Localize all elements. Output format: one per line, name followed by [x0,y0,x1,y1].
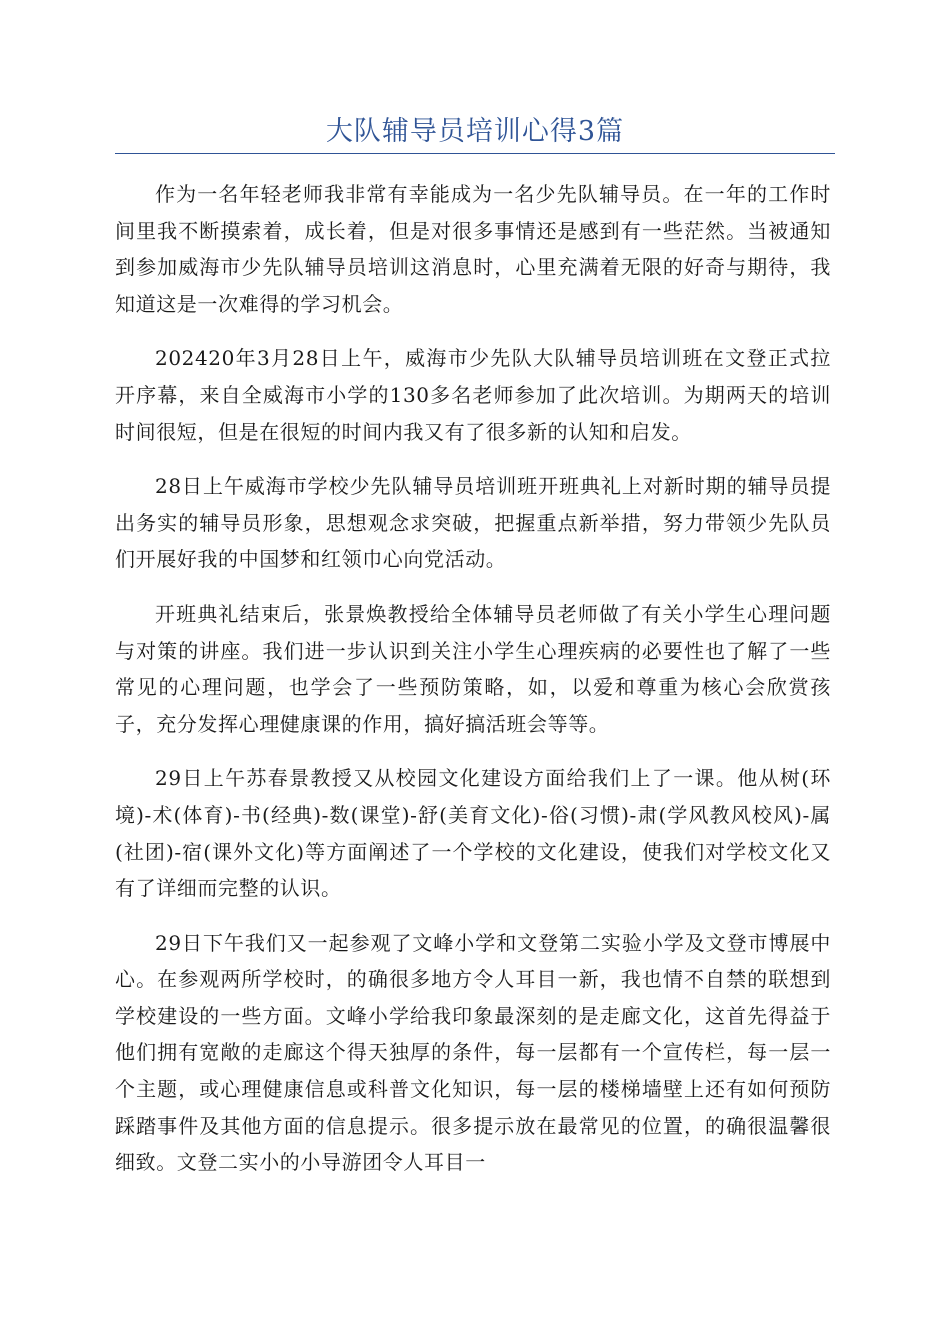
paragraph-1: 作为一名年轻老师我非常有幸能成为一名少先队辅导员。在一年的工作时间里我不断摸索着，成长着，但是对很多事情还是感到有一些茫然。当被通知到参加威海市少先队辅导员培训这消息时，心里充满着无限的好奇与期待，我知道这是一次难得的学习机会。 [115,182,831,316]
paragraph-3: 28日上午威海市学校少先队辅导员培训班开班典礼上对新时期的辅导员提出务实的辅导员形象，思想观念求突破，把握重点新举措，努力带领少先队员们开展好我的中国梦和红领巾心向党活动。 [115,474,831,572]
document-title: 大队辅导员培训心得3篇 [325,116,625,147]
document-body [115,176,831,1199]
title-underline [115,153,835,154]
paragraph-5: 29日上午苏春景教授又从校园文化建设方面给我们上了一课。他从树(环境)-术(体育)-书(经典)-数(课堂)-舒(美育文化)-俗(习惯)-肃(学风教风校风)-属(社团)-宿(课外文化)等方面阐述了一个学校的文化建设，使我们对学校文化又有了详细而完整的认识。 [115,766,831,901]
paragraph-4: 开班典礼结束后，张景焕教授给全体辅导员老师做了有关小学生心理问题与对策的讲座。我们进一步认识到关注小学生心理疾病的必要性也了解了一些常见的心理问题，也学会了一些预防策略，如，以爱和尊重为核心会欣赏孩子，充分发挥心理健康课的作用，搞好搞活班会等等。 [115,601,831,736]
paragraph-2: 202420年3月28日上午，威海市少先队大队辅导员培训班在文登正式拉开序幕，来自全威海市小学的130多名老师参加了此次培训。为期两天的培训时间很短，但是在很短的时间内我又有了很多新的认知和启发。 [115,346,831,444]
paragraph-6: 29日下午我们又一起参观了文峰小学和文登第二实验小学及文登市博展中心。在参观两所学校时，的确很多地方令人耳目一新，我也情不自禁的联想到学校建设的一些方面。文峰小学给我印象最深刻的是走廊文化，这首先得益于他们拥有宽敞的走廊这个得天独厚的条件，每一层都有一个宣传栏，每一层一个主题，或心理健康信息或科普文化知识，每一层的楼梯墙壁上还有如何预防踩踏事件及其他方面的信息提示。很多提示放在最常见的位置，的确很温馨很细致。文登二实小的小导游团令人耳目一 [115,930,831,1175]
